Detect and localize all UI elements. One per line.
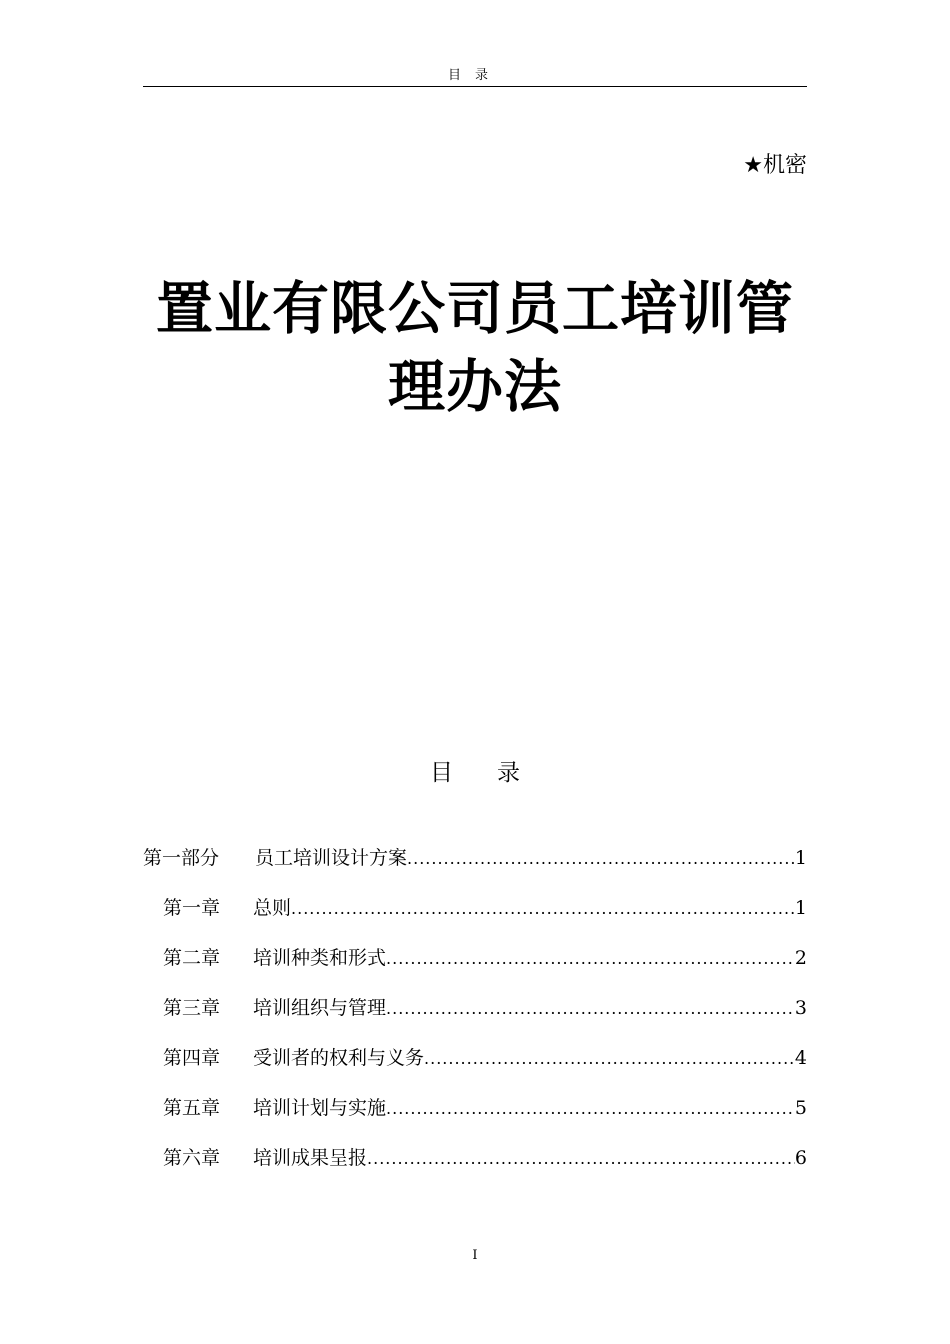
toc-entry-title: 培训组织与管理	[253, 997, 387, 1019]
page-number: I	[472, 1248, 478, 1263]
toc-dot-leader	[424, 1041, 795, 1077]
toc-dot-leader	[386, 991, 795, 1027]
document-title-line-2: 理办法	[388, 354, 562, 420]
toc-entry-number: 第四章	[163, 1047, 221, 1069]
toc-entry-page: 1	[794, 897, 807, 919]
toc-entry-page: 1	[794, 847, 807, 869]
toc-entry-number: 第五章	[163, 1097, 221, 1119]
toc-entry-page: 6	[794, 1147, 807, 1169]
toc-heading-part-1: 目	[430, 760, 453, 786]
toc-entry-title: 受训者的权利与义务	[253, 1047, 425, 1069]
toc-dot-leader	[367, 1141, 795, 1177]
toc-entry-part-1[interactable]	[143, 840, 807, 890]
toc-entry-number: 第二章	[163, 947, 221, 969]
toc-entry-page: 2	[794, 947, 807, 969]
toc-entry-title: 培训成果呈报	[253, 1147, 368, 1169]
toc-entry-title: 培训计划与实施	[253, 1097, 387, 1119]
toc-entry-number: 第三章	[163, 997, 221, 1019]
toc-entry-title: 培训种类和形式	[253, 947, 387, 969]
toc-entry-title: 员工培训设计方案	[255, 847, 408, 869]
toc-dot-leader	[386, 1091, 795, 1127]
toc-entry-chapter-6[interactable]	[143, 1140, 807, 1190]
toc-entry-number: 第一部分	[143, 847, 220, 869]
toc-heading	[0, 754, 950, 787]
toc-dot-leader	[291, 891, 795, 927]
toc-entry-page: 4	[794, 1047, 807, 1069]
document-title-line-1: 置业有限公司员工培训管	[156, 276, 794, 342]
toc-entry-number: 第六章	[163, 1147, 221, 1169]
toc-entry-number: 第一章	[163, 897, 221, 919]
toc-dot-leader	[386, 941, 795, 977]
toc-entry-chapter-4[interactable]	[143, 1040, 807, 1090]
toc-entry-chapter-5[interactable]	[143, 1090, 807, 1140]
page-header: 目录	[143, 66, 807, 87]
toc-entry-chapter-2[interactable]	[143, 940, 807, 990]
toc-entry-page: 3	[794, 997, 807, 1019]
toc-entry-title: 总则	[253, 897, 292, 919]
toc-entry-chapter-3[interactable]	[143, 990, 807, 1040]
toc-dot-leader	[407, 841, 795, 877]
toc-entry-page: 5	[794, 1097, 807, 1119]
document-title	[130, 270, 820, 426]
toc-heading-part-2: 录	[497, 760, 520, 786]
table-of-contents	[143, 840, 807, 1190]
confidential-label: ★机密	[743, 153, 807, 178]
toc-entry-chapter-1[interactable]	[143, 890, 807, 940]
